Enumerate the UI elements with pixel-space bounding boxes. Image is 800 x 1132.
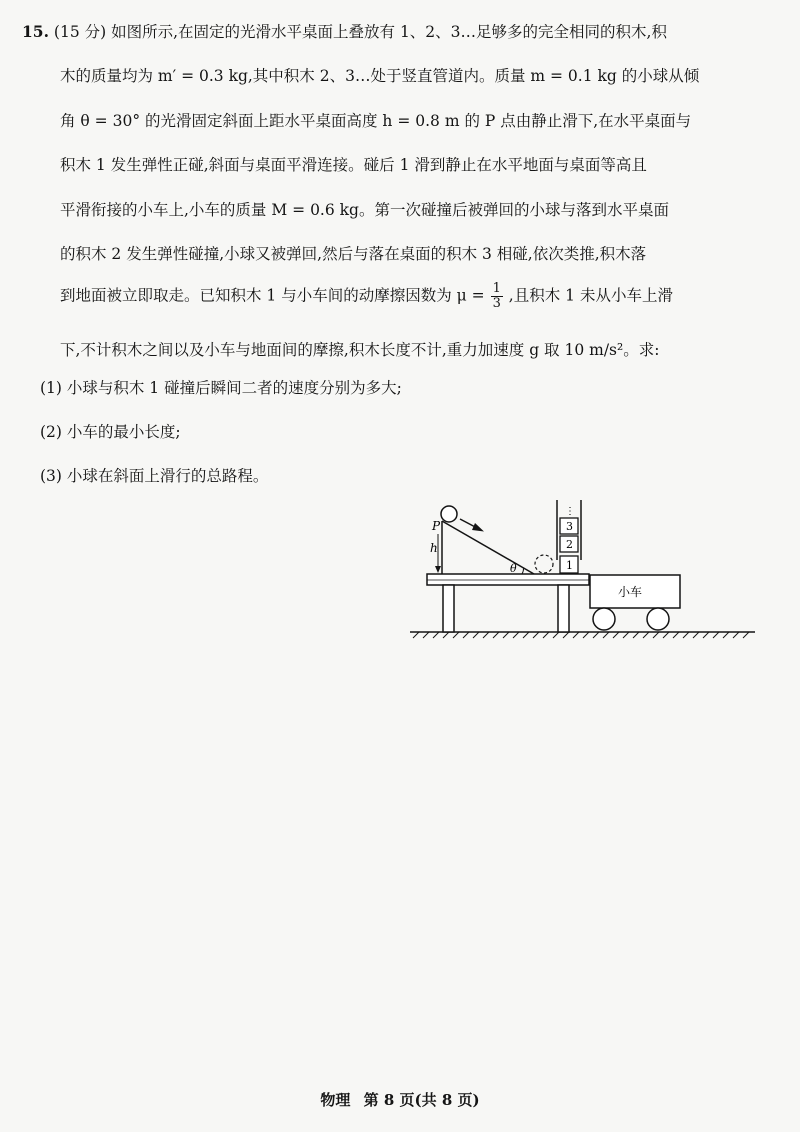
table-top (427, 574, 589, 585)
block-2-label: 2 (566, 538, 573, 551)
physics-diagram (405, 492, 765, 646)
page-footer (0, 1089, 800, 1110)
cart-label: 小车 (618, 585, 643, 599)
problem-line-3: 角 θ = 30° 的光滑固定斜面上距水平桌面高度 h = 0.8 m 的 P 点由静止滑下,在水平桌面与 (60, 112, 692, 130)
problem-line-6: 的积木 2 发生弹性碰撞,小球又被弹回,然后与落在桌面的积木 3 相碰,依次类推,积木落 (60, 245, 647, 263)
mu-denominator: 3 (492, 296, 501, 311)
problem-line-7 (60, 282, 673, 311)
label-P: P (432, 519, 441, 533)
problem-line-8: 下,不计积木之间以及小车与地面间的摩擦,积木长度不计,重力加速度 g 取 10 m/s²。求: (60, 341, 660, 359)
footer-subject: 物理 (320, 1091, 351, 1109)
block-3-label: 3 (566, 520, 573, 533)
cart-wheel-right (647, 608, 669, 630)
subquestion-2: (2) 小车的最小长度; (40, 423, 181, 441)
table-leg-right (558, 585, 569, 632)
question-score: (15 分) (53, 23, 107, 41)
block-1-label: 1 (566, 559, 573, 572)
question-text-1: 如图所示,在固定的光滑水平桌面上叠放有 1、2、3…足够多的完全相同的积木,积 (111, 23, 667, 41)
ball (441, 506, 457, 522)
subquestion-1: (1) 小球与积木 1 碰撞后瞬间二者的速度分别为多大; (40, 379, 402, 397)
label-theta: θ (510, 562, 517, 575)
angle-arc (522, 568, 524, 574)
line7-pre: 到地面被立即取走。已知积木 1 与小车间的动摩擦因数为 μ = (60, 286, 485, 305)
line7-post: ,且积木 1 未从小车上滑 (508, 286, 673, 305)
question-number: 15. (22, 22, 49, 41)
ball-dashed-position (535, 555, 553, 573)
ground-hatching (413, 632, 749, 638)
mu-numerator: 1 (492, 281, 501, 296)
problem-line-1 (22, 20, 667, 42)
mu-fraction (491, 282, 503, 311)
subquestion-3: (3) 小球在斜面上滑行的总路程。 (40, 467, 269, 485)
problem-line-4: 积木 1 发生弹性正碰,斜面与桌面平滑连接。碰后 1 滑到静止在水平地面与桌面等高且 (60, 156, 647, 174)
problem-line-5: 平滑衔接的小车上,小车的质量 M = 0.6 kg。第一次碰撞后被弹回的小球与落到水平桌面 (60, 201, 669, 219)
incline-slope (442, 521, 534, 574)
footer-page: 第 8 页(共 8 页) (363, 1091, 480, 1109)
pipe-dots: ⋮ (565, 506, 575, 517)
label-h: h (430, 541, 438, 555)
problem-line-2: 木的质量均为 m′ = 0.3 kg,其中积木 2、3…处于竖直管道内。质量 m = 0.1 kg 的小球从倾 (60, 67, 700, 85)
cart-wheel-left (593, 608, 615, 630)
table-leg-left (443, 585, 454, 632)
